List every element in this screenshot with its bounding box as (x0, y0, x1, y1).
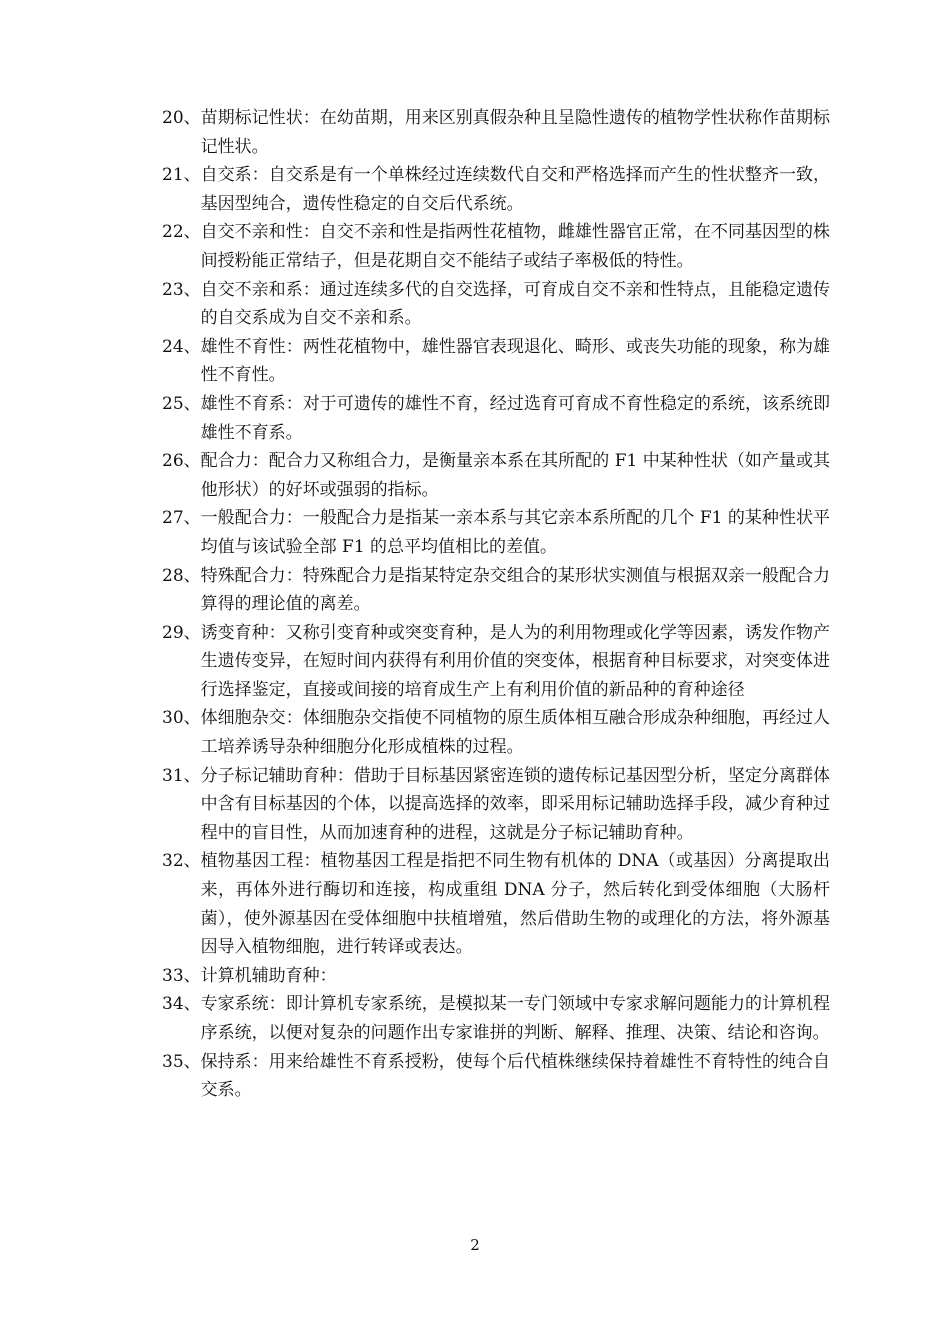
entry-text: 自交系：自交系是有一个单株经过连续数代自交和严格选择而产生的性状整齐一致，基因型纯合，遗传性稳定的自交后代系统。 (200, 165, 830, 214)
entry-30 (162, 704, 830, 761)
entry-text: 配合力：配合力又称组合力，是衡量亲本系在其所配的 F1 中某种性状（如产量或其他形状）的好坏或强弱的指标。 (200, 451, 830, 500)
entry-number: 30、 (162, 708, 201, 729)
entry-number: 35、 (162, 1051, 201, 1072)
entry-text: 特殊配合力：特殊配合力是指某特定杂交组合的某形状实测值与根据双亲一般配合力算得的理论值的离差。 (200, 565, 830, 615)
entry-21 (162, 161, 830, 218)
entry-number: 22、 (162, 222, 201, 243)
entry-number: 24、 (162, 336, 201, 357)
entry-text: 保持系：用来给雄性不育系授粉，使每个后代植株继续保持着雄性不育特性的纯合自交系。 (200, 1051, 830, 1101)
entry-number: 21、 (162, 165, 201, 186)
entry-number: 28、 (162, 565, 201, 586)
entry-number: 31、 (162, 765, 201, 786)
entry-number: 34、 (162, 994, 201, 1015)
entry-text: 苗期标记性状：在幼苗期，用来区别真假杂种且呈隐性遗传的植物学性状称作苗期标记性状。 (200, 108, 830, 157)
entry-25 (162, 390, 830, 447)
definition-list (162, 104, 830, 1105)
entry-text: 雄性不育性：两性花植物中，雄性器官表现退化、畸形、或丧失功能的现象，称为雄性不育性。 (200, 336, 830, 386)
entry-text: 自交不亲和系：通过连续多代的自交选择，可育成自交不亲和性特点，且能稳定遗传的自交系成为自交不亲和系。 (200, 279, 830, 329)
entry-24 (162, 333, 830, 390)
entry-33 (162, 962, 830, 991)
entry-28 (162, 562, 830, 619)
entry-27 (162, 504, 830, 561)
entry-number: 20、 (162, 108, 201, 128)
page-number: 2 (470, 1236, 480, 1254)
entry-20 (162, 104, 830, 161)
entry-text: 体细胞杂交：体细胞杂交指使不同植物的原生质体相互融合形成杂种细胞，再经过人工培养诱导杂种细胞分化形成植株的过程。 (200, 708, 830, 758)
entry-text: 雄性不育系：对于可遗传的雄性不育，经过选育可育成不育性稳定的系统，该系统即雄性不育系。 (200, 393, 830, 443)
entry-text: 计算机辅助育种： (200, 965, 337, 986)
entry-32 (162, 847, 830, 961)
entry-number: 32、 (162, 851, 201, 872)
entry-text: 自交不亲和性：自交不亲和性是指两性花植物，雌雄性器官正常，在不同基因型的株间授粉能正常结子，但是花期自交不能结子或结子率极低的特性。 (200, 222, 830, 271)
entry-26 (162, 447, 830, 504)
entry-text: 植物基因工程：植物基因工程是指把不同生物有机体的 DNA（或基因）分离提取出来，再体外进行酶切和连接，构成重组 DNA 分子，然后转化到受体细胞（大肠杆菌），使外源基因在受体细胞中扶植增殖，然后借助生物的或理化的方法，将外源基因导入植物细胞，进行转译或表达。 (200, 851, 830, 958)
entry-text: 一般配合力：一般配合力是指某一亲本系与其它亲本系所配的几个 F1 的某种性状平均值与该试验全部 F1 的总平均值相比的差值。 (200, 508, 830, 557)
entry-number: 29、 (162, 622, 201, 643)
entry-text: 分子标记辅助育种：借助于目标基因紧密连锁的遗传标记基因型分析，坚定分离群体中含有目标基因的个体，以提高选择的效率，即采用标记辅助选择手段，减少育种过程中的盲目性，从而加速育种的进程，这就是分子标记辅助育种。 (200, 765, 830, 843)
entry-29 (162, 619, 830, 705)
entry-number: 27、 (162, 508, 201, 529)
entry-text: 诱变育种：又称引变育种或突变育种，是人为的利用物理或化学等因素，诱发作物产生遗传变异，在短时间内获得有利用价值的突变体，根据育种目标要求，对突变体进行选择鉴定，直接或间接的培育成生产上有利用价值的新品种的育种途径 (200, 622, 830, 700)
entry-35 (162, 1048, 830, 1105)
entry-number: 33、 (162, 965, 201, 986)
entry-text: 专家系统：即计算机专家系统，是模拟某一专门领域中专家求解问题能力的计算机程序系统，以便对复杂的问题作出专家谁拼的判断、解释、推理、决策、结论和咨询。 (200, 994, 830, 1043)
entry-number: 26、 (162, 451, 201, 472)
entry-number: 23、 (162, 279, 201, 300)
entry-22 (162, 218, 830, 275)
entry-31 (162, 762, 830, 848)
entry-number: 25、 (162, 393, 201, 414)
entry-23 (162, 276, 830, 333)
entry-34 (162, 990, 830, 1047)
